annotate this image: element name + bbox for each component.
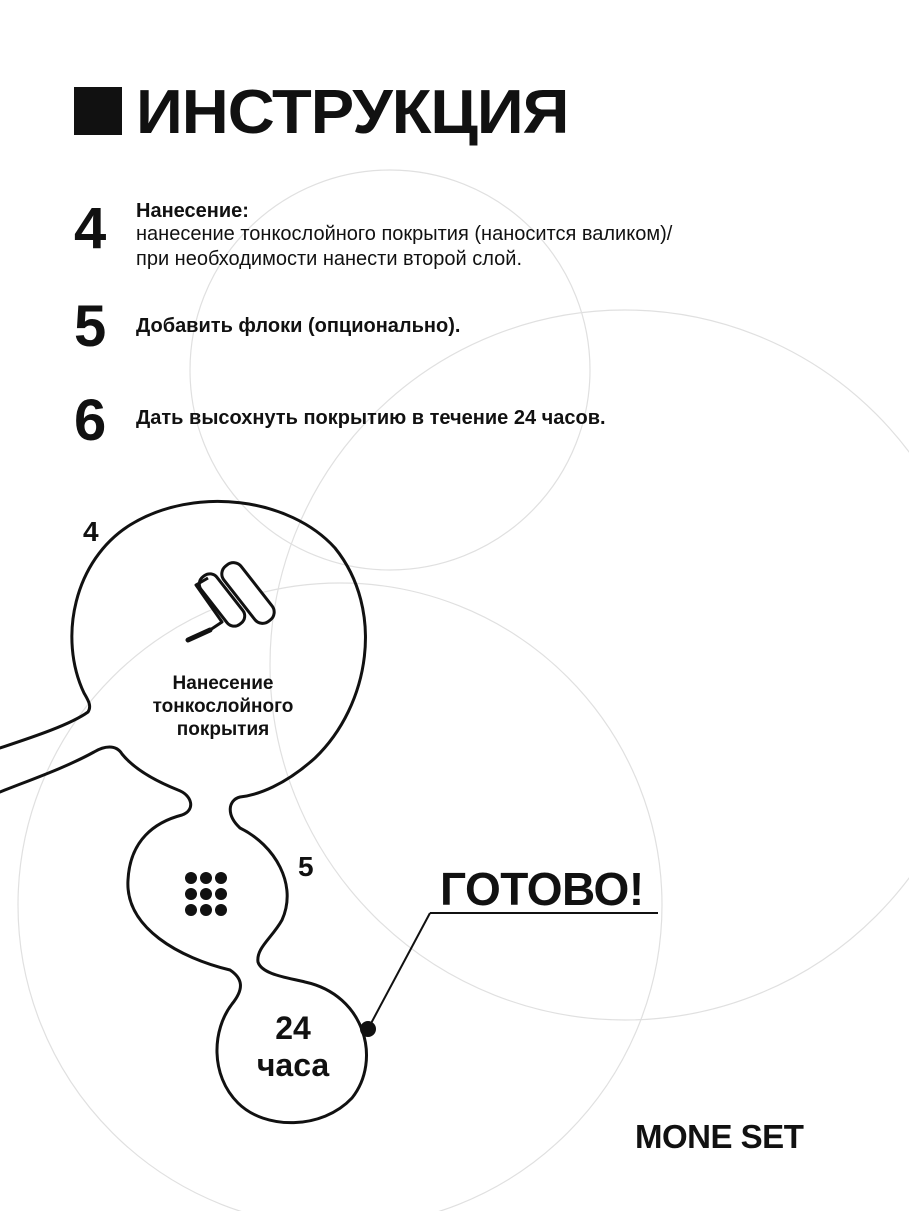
hours-unit: часа [256, 1047, 330, 1083]
step-text-line-1: нанесение тонкослойного покрытия (наносится валиком)/ [136, 223, 673, 245]
hours-value: 24 [275, 1010, 311, 1046]
step-number: 5 [74, 294, 107, 359]
step-heading: Добавить флоки (опционально). [136, 315, 461, 337]
paint-roller-icon [188, 559, 278, 640]
step-heading: Нанесение: [136, 200, 249, 222]
flakes-dots-icon [185, 872, 227, 916]
brand-logo: MONE SET [635, 1118, 804, 1155]
bubble-1-label [123, 672, 323, 741]
step-number: 6 [74, 388, 107, 453]
page-title: ИНСТРУКЦИЯ [136, 78, 569, 147]
bubble-1-label-line-3: покрытия [176, 719, 270, 740]
done-label: ГОТОВО! [440, 863, 644, 915]
step-text-line-2: при необходимости нанести второй слой. [136, 248, 523, 270]
bubble-1-label-line-2: тонкослойного [152, 696, 294, 717]
bubble-1-number: 4 [83, 516, 99, 547]
bubble-2-number: 5 [298, 851, 314, 882]
bubble-1-label-line-1: Нанесение [172, 673, 274, 694]
step-heading: Дать высохнуть покрытию в течение 24 часов. [136, 407, 606, 429]
bubble-3-hours [223, 1010, 363, 1084]
done-pointer-line [368, 913, 430, 1029]
step-number: 4 [74, 196, 107, 261]
